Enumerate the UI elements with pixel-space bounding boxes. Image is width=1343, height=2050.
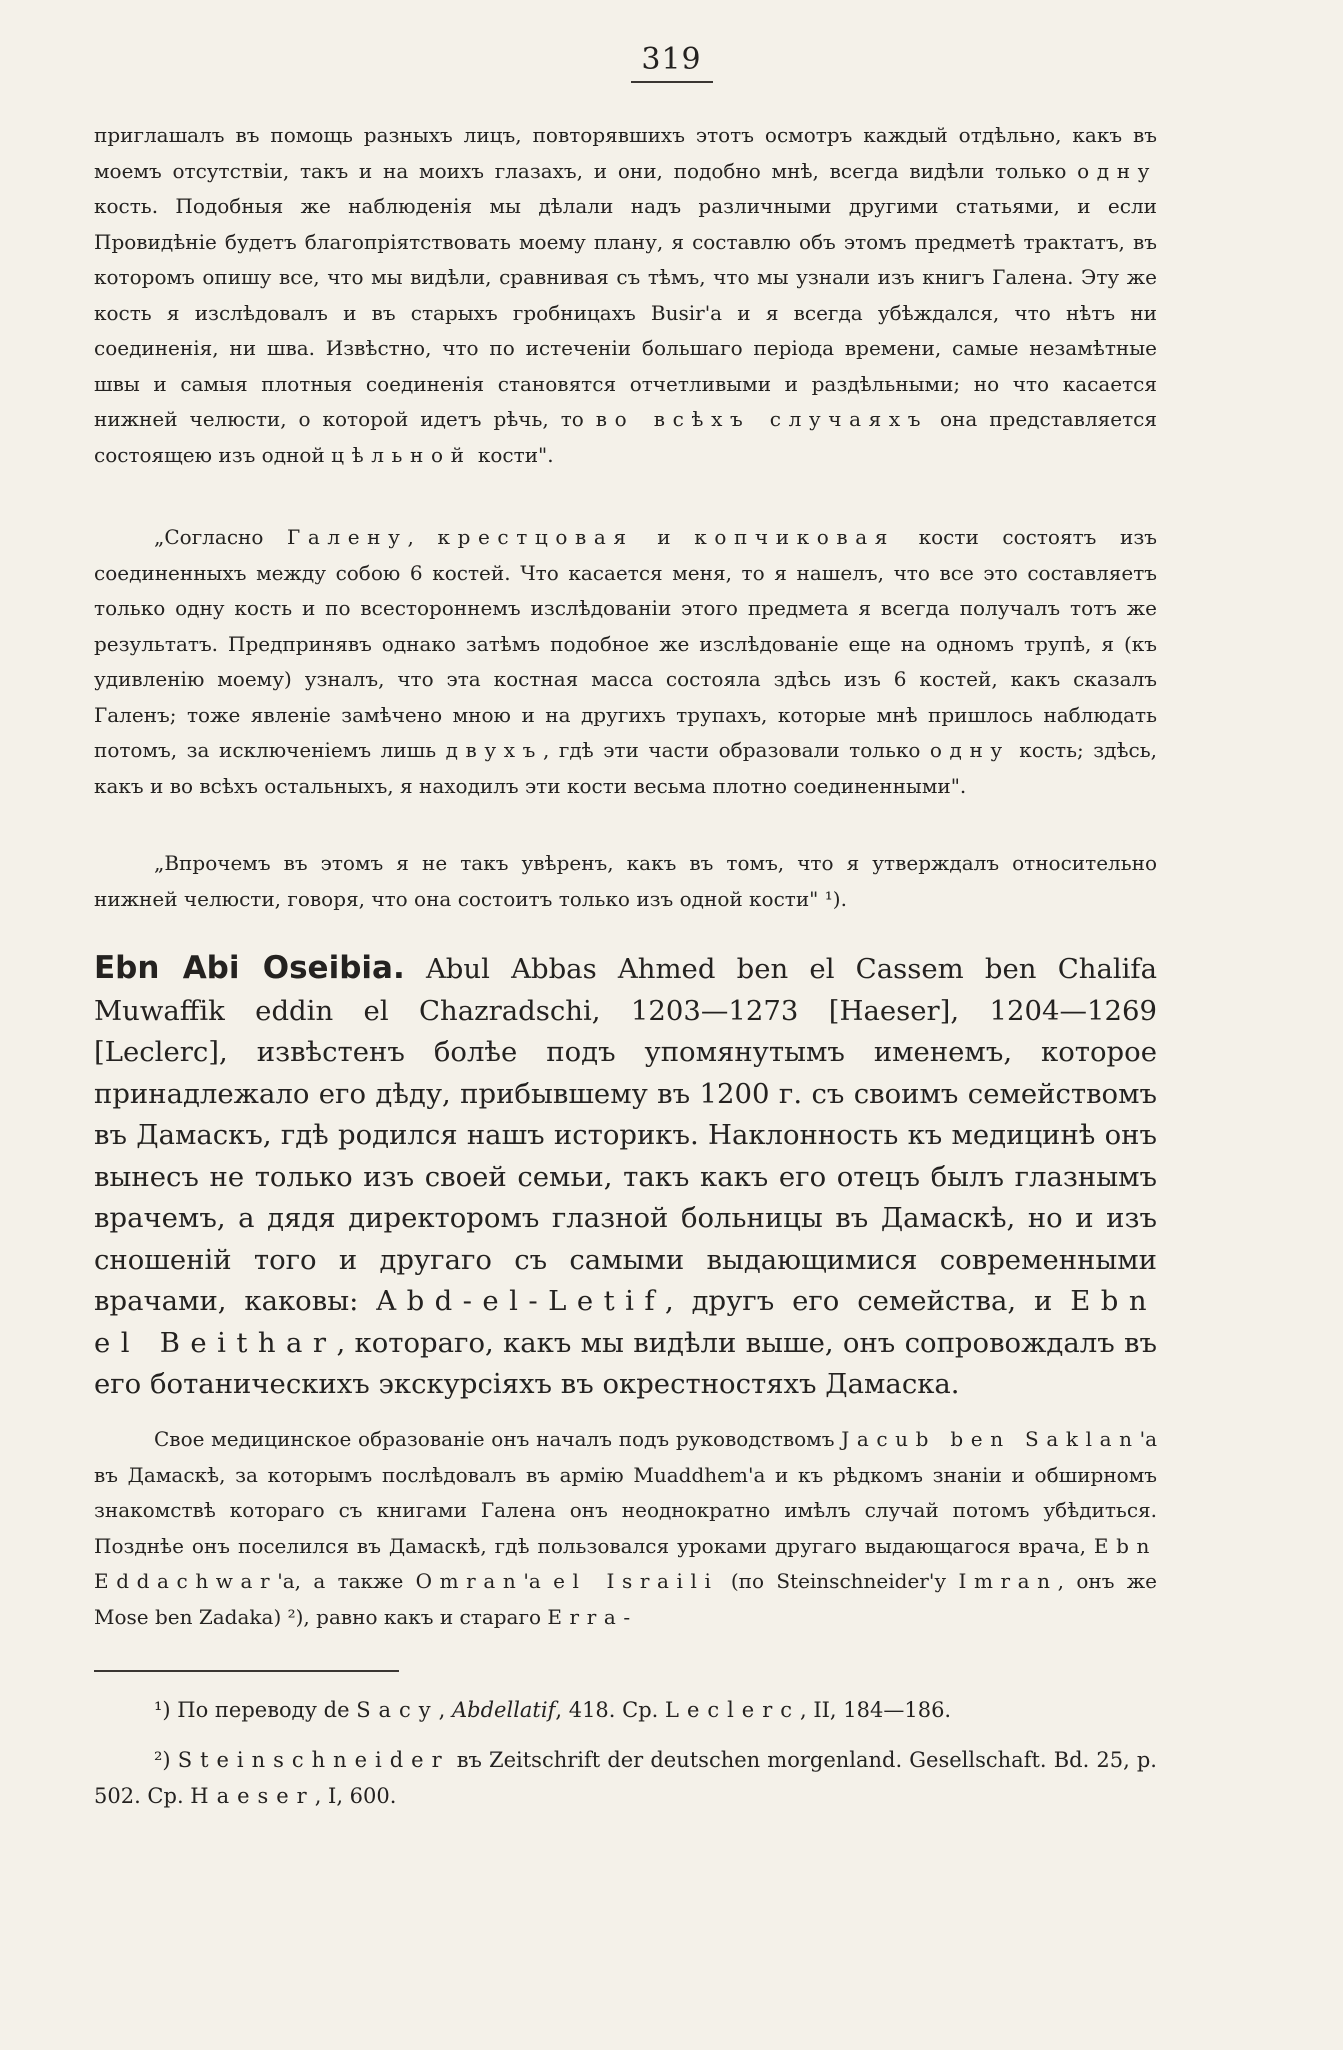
paragraph-quote-end: „Впрочемъ въ этомъ я не такъ увѣренъ, какъ въ томъ, что я утверждалъ относительно нижней челюсти, говоря, что она состоитъ только изъ одной кости" ¹). — [94, 851, 1157, 911]
paragraph-ebn-abi-oseibia: Ebn Abi Oseibia. Abul Abbas Ahmed ben el Cassem ben Chalifa Muwaffik eddin el Chazradschi, 1203—1273 [Haeser], 1204—1269 [Leclerc], извѣстенъ болѣе подъ упомянутымъ именемъ, которое принадлежало его дѣду, прибывшему въ 1200 г. съ своимъ семействомъ въ Дамаскъ, гдѣ родился нашъ историкъ. Наклонность къ медицинѣ онъ вынесъ не только изъ своей семьи, такъ какъ его отецъ былъ глазнымъ врачемъ, а дядя директоромъ глазной больницы въ Дамаскѣ, но и изъ сношеній того и другаго съ самыми выдающимися современными врачами, каковы: Abd-el-Letif, другъ его семейства, и Ebn el Beithar, котораго, какъ мы видѣли выше, онъ сопровождалъ въ его ботаническихъ экскурсіяхъ въ окрестностяхъ Дамаска. — [94, 950, 1158, 1400]
footnote-1: ¹) По переводу de Sacy, Abdellatif, 418. Ср. Leclerc, II, 184—186. — [154, 1698, 952, 1722]
paragraph-galen-quote: „Согласно Галену, крестцовая и копчиковая кости состоятъ изъ соединенныхъ между собою 6 костей. Что касается меня, то я нашелъ, что все это составляетъ только одну кость и по всестороннемъ изслѣдованіи этого предмета я всегда получалъ тотъ же результатъ. Предпринявъ однако затѣмъ подобное же изслѣдованіе еще на одномъ трупѣ, я (къ удивленію моему) узналъ, что эта костная масса состояла здѣсь изъ 6 костей, какъ сказалъ Галенъ; тоже явленіе замѣчено мною и на другихъ трупахъ, которые мнѣ пришлось наблюдать потомъ, за исключеніемъ лишь двухъ, гдѣ эти части образовали только одну кость; здѣсь, какъ и во всѣхъ остальныхъ, я находилъ эти кости весьма плотно соединенными". — [94, 525, 1157, 798]
entry-heading: Ebn Abi Oseibia. — [94, 950, 405, 986]
paragraph-continuation: приглашалъ въ помощь разныхъ лицъ, повторявшихъ этотъ осмотръ каждый отдѣльно, какъ въ моемъ отсутствіи, такъ и на моихъ глазахъ, и они, подобно мнѣ, всегда видѣли только одну кость. Подобныя же наблюденія мы дѣлали надъ различными другими статьями, и если Провидѣніе будетъ благопріятствовать моему плану, я составлю объ этомъ предметѣ трактатъ, въ которомъ опишу все, что мы видѣли, сравнивая съ тѣмъ, что мы узнали изъ книгъ Галена. Эту же кость я изслѣдовалъ и въ старыхъ гробницахъ Busir'а и я всегда убѣждался, что нѣтъ ни соединенія, ни шва. Извѣстно, что по истеченіи большаго періода времени, самые незамѣтные швы и самыя плотныя соединенія становятся отчетливыми и раздѣльными; но что касается нижней челюсти, о которой идетъ рѣчь, то во всѣхъ случаяхъ она представляется состоящею изъ одной цѣльной кости". — [94, 123, 1157, 467]
paragraph-education: Свое медицинское образованіе онъ началъ подъ руководствомъ Jacub ben Saklan'а въ Дамаскѣ, за которымъ послѣдовалъ въ армію Muaddhem'а и къ рѣдкомъ знаніи и обширномъ знакомствѣ котораго съ книгами Галена онъ неоднократно имѣлъ случай потомъ убѣдиться. Позднѣе онъ поселился въ Дамаскѣ, гдѣ пользовался уроками другаго выдающагося врача, Ebn Eddachwar'а, а также Omran'а el Israili (по Steinschneider'у Imran, онъ же Mose ben Zadaka) ²), равно какъ и стараго Erra- — [94, 1427, 1158, 1629]
page-number-rule — [631, 81, 713, 83]
footnote-divider — [94, 1670, 399, 1672]
footnote-2: ²) Steinschneider въ Zeitschrift der deutschen morgenland. Gesellschaft. Bd. 25, p. 502. Ср. Haeser, I, 600. — [94, 1748, 1157, 1808]
page-number: 319 — [0, 42, 1343, 83]
